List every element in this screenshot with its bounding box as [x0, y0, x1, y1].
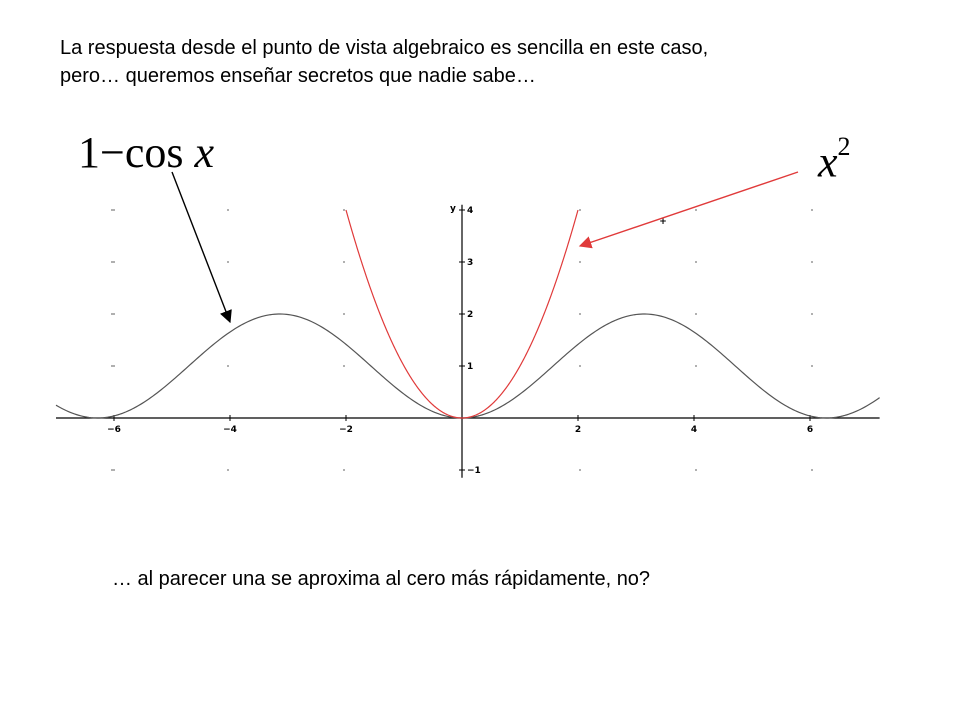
grid-dot — [111, 313, 113, 315]
y-axis-label: y — [450, 203, 456, 214]
grid-dot — [111, 261, 113, 263]
grid-dot — [811, 313, 813, 315]
y-tick-label: 2 — [467, 310, 474, 320]
y-tick-label: 4 — [467, 206, 474, 216]
y-tick-label: 1 — [467, 362, 474, 372]
x-tick-label: −6 — [107, 425, 121, 435]
arrow-cos — [172, 172, 230, 322]
grid-dot — [227, 261, 229, 263]
grid-dot — [343, 365, 345, 367]
y-tick-label: −1 — [467, 466, 481, 476]
x-tick-label: −4 — [223, 425, 237, 435]
x-tick-label: 4 — [690, 425, 698, 435]
outro-text: … al parecer una se aproxima al cero más rápidamente, no? — [112, 568, 651, 590]
grid-dot — [227, 365, 229, 367]
grid-dot — [695, 313, 697, 315]
grid-dot — [695, 209, 697, 211]
grid-dot — [343, 209, 345, 211]
label-cos-var: x — [194, 128, 214, 177]
grid-dot — [579, 313, 581, 315]
grid-dot — [227, 469, 229, 471]
grid-dot — [227, 209, 229, 211]
grid-dot — [113, 469, 115, 471]
grid-dot — [811, 469, 813, 471]
intro-line-2: pero… queremos enseñar secretos que nadie sabe… — [60, 65, 536, 87]
x-tick-label: 2 — [574, 425, 582, 435]
label-cos-prefix: 1−cos — [78, 128, 184, 177]
x-tick-label: 6 — [806, 425, 814, 435]
grid-dot — [579, 365, 581, 367]
grid-dot — [343, 313, 345, 315]
intro-line-1: La respuesta desde el punto de vista algebraico es sencilla en este caso, — [60, 37, 709, 59]
grid-dot — [695, 469, 697, 471]
grid-dot — [111, 365, 113, 367]
grid-dot — [111, 209, 113, 211]
grid-dot — [811, 365, 813, 367]
grid-dot — [111, 469, 113, 471]
grid-dot — [343, 261, 345, 263]
grid-dot — [343, 469, 345, 471]
grid-dot — [811, 209, 813, 211]
grid-dot — [579, 261, 581, 263]
x-tick-label: −2 — [339, 425, 353, 435]
arrow-square — [580, 172, 798, 246]
grid-dot — [579, 209, 581, 211]
grid-dot — [695, 261, 697, 263]
grid-dot — [113, 261, 115, 263]
label-sq-exp: 2 — [837, 132, 851, 161]
grid-dot — [113, 209, 115, 211]
plus-marker: + — [659, 217, 667, 227]
grid-dot — [579, 469, 581, 471]
y-tick-label: 3 — [467, 258, 474, 268]
grid-dot — [811, 261, 813, 263]
grid-dot — [695, 365, 697, 367]
grid-dot — [113, 365, 115, 367]
label-sq-var: x — [818, 137, 838, 187]
grid-dot — [113, 313, 115, 315]
